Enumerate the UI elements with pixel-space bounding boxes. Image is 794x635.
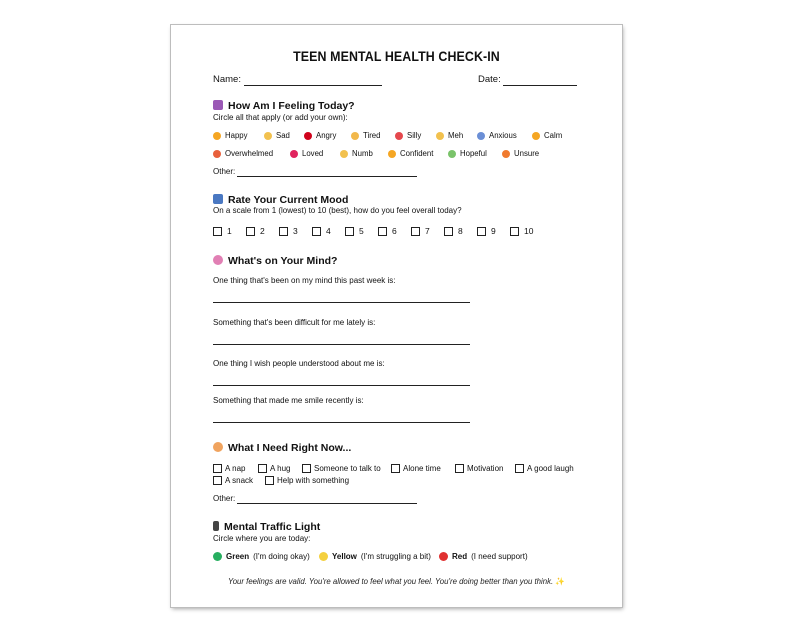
mood-option-label: 2 xyxy=(260,226,265,236)
mood-option-7[interactable] xyxy=(411,226,430,236)
mood-option-label: 3 xyxy=(293,226,298,236)
needs-heading xyxy=(213,442,351,454)
emotion-angry[interactable] xyxy=(304,131,336,140)
need-hug[interactable] xyxy=(258,464,290,473)
checkbox[interactable] xyxy=(444,227,453,236)
mind-heading xyxy=(213,255,337,267)
emotion-overwhelmed[interactable] xyxy=(213,149,273,158)
feeling-other-line[interactable] xyxy=(237,176,417,177)
date-label: Date: xyxy=(478,74,501,85)
checkbox[interactable] xyxy=(378,227,387,236)
checkbox[interactable] xyxy=(455,464,464,473)
needs-other-label: Other: xyxy=(213,494,236,503)
emotion-label: Sad xyxy=(276,131,290,140)
mind-prompt-1: One thing that's been on my mind this past week is: xyxy=(213,276,396,285)
red-light-icon xyxy=(439,552,448,561)
traffic-light-icon xyxy=(213,521,219,531)
silly-icon xyxy=(395,132,403,140)
emotion-meh[interactable] xyxy=(436,131,463,140)
mood-option-1[interactable] xyxy=(213,226,232,236)
traffic-heading xyxy=(213,521,320,533)
anxious-icon xyxy=(477,132,485,140)
rainbow-icon xyxy=(448,150,456,158)
mood-option-5[interactable] xyxy=(345,226,364,236)
emotion-calm[interactable] xyxy=(532,131,562,140)
mood-option-3[interactable] xyxy=(279,226,298,236)
mind-answer-line-2[interactable] xyxy=(213,344,470,345)
need-label: Someone to talk to xyxy=(314,464,381,473)
need-label: Motivation xyxy=(467,464,504,473)
feeling-heading-text: How Am I Feeling Today? xyxy=(228,100,355,112)
checkbox[interactable] xyxy=(515,464,524,473)
footer-message xyxy=(171,577,622,586)
heart-icon xyxy=(290,150,298,158)
bar-chart-icon xyxy=(213,194,223,204)
traffic-heading-text: Mental Traffic Light xyxy=(224,521,321,533)
checkbox[interactable] xyxy=(265,476,274,485)
sparkles-icon: ✨ xyxy=(555,577,566,586)
calm-icon xyxy=(532,132,540,140)
mind-prompt-2: Something that's been difficult for me lately is: xyxy=(213,318,376,327)
checkbox[interactable] xyxy=(302,464,311,473)
emotion-anxious[interactable] xyxy=(477,131,517,140)
emotion-label: Unsure xyxy=(514,149,540,158)
need-label: A good laugh xyxy=(527,464,574,473)
mind-answer-line-4[interactable] xyxy=(213,422,470,423)
mood-option-label: 1 xyxy=(227,226,232,236)
mood-option-label: 8 xyxy=(458,226,463,236)
emotion-tired[interactable] xyxy=(351,131,380,140)
emotion-label: Tired xyxy=(363,131,381,140)
emotion-loved[interactable] xyxy=(290,149,323,158)
mood-option-label: 10 xyxy=(524,226,534,236)
need-snack[interactable] xyxy=(213,476,253,485)
mind-prompt-4: Something that made me smile recently is: xyxy=(213,396,364,405)
need-label: A hug xyxy=(270,464,291,473)
footer-text: Your feelings are valid. You're allowed to feel what you feel. You're doing better than you think. xyxy=(227,577,554,586)
explosion-icon xyxy=(213,150,221,158)
checkbox[interactable] xyxy=(391,464,400,473)
need-label: Alone time xyxy=(403,464,441,473)
mood-option-10[interactable] xyxy=(510,226,533,236)
checkbox[interactable] xyxy=(213,464,222,473)
green-light-icon xyxy=(213,552,222,561)
emotion-sad[interactable] xyxy=(264,131,290,140)
mood-option-label: 9 xyxy=(491,226,496,236)
masks-icon xyxy=(213,100,223,110)
worksheet-page xyxy=(171,25,622,607)
need-someone-to-talk[interactable] xyxy=(302,464,381,473)
emotion-label: Numb xyxy=(352,149,373,158)
emotion-label: Meh xyxy=(448,131,464,140)
need-good-laugh[interactable] xyxy=(515,464,574,473)
emotion-confident[interactable] xyxy=(388,149,433,158)
emotion-silly[interactable] xyxy=(395,131,421,140)
need-label: A snack xyxy=(225,476,254,485)
checkbox[interactable] xyxy=(258,464,267,473)
emotion-unsure[interactable] xyxy=(502,149,539,158)
checkbox[interactable] xyxy=(411,227,420,236)
feeling-heading xyxy=(213,100,355,112)
brain-icon xyxy=(213,255,223,265)
yellow-light-icon xyxy=(319,552,328,561)
name-line[interactable] xyxy=(244,85,382,86)
mood-option-label: 6 xyxy=(392,226,397,236)
mind-answer-line-3[interactable] xyxy=(213,385,470,386)
traffic-red[interactable] xyxy=(439,552,528,561)
mood-option-label: 5 xyxy=(359,226,364,236)
mood-option-label: 7 xyxy=(425,226,430,236)
traffic-label: Green xyxy=(226,552,250,561)
mood-option-8[interactable] xyxy=(444,226,463,236)
mind-answer-line-1[interactable] xyxy=(213,302,470,303)
need-motivation[interactable] xyxy=(455,464,503,473)
traffic-note: (I need support) xyxy=(471,552,528,561)
name-label: Name: xyxy=(213,74,241,85)
need-label: Help with something xyxy=(277,476,350,485)
emotion-label: Calm xyxy=(544,131,563,140)
checkbox[interactable] xyxy=(279,227,288,236)
checkbox[interactable] xyxy=(312,227,321,236)
checkbox[interactable] xyxy=(213,476,222,485)
unsure-icon xyxy=(502,150,510,158)
traffic-note: (I'm struggling a bit) xyxy=(360,552,431,561)
feeling-other-label: Other: xyxy=(213,167,236,176)
mood-option-9[interactable] xyxy=(477,226,496,236)
mood-option-label: 4 xyxy=(326,226,331,236)
checkbox[interactable] xyxy=(477,227,486,236)
mind-heading-text: What's on Your Mind? xyxy=(228,255,338,267)
page-title: TEEN MENTAL HEALTH CHECK-IN xyxy=(293,49,500,64)
emotion-label: Angry xyxy=(316,131,337,140)
numb-icon xyxy=(340,150,348,158)
need-alone-time[interactable] xyxy=(391,464,441,473)
mind-prompt-3: One thing I wish people understood about me is: xyxy=(213,359,385,368)
date-line[interactable] xyxy=(503,85,577,86)
person-icon xyxy=(213,442,223,452)
tired-icon xyxy=(351,132,359,140)
angry-icon xyxy=(304,132,312,140)
mood-option-6[interactable] xyxy=(378,226,397,236)
need-nap[interactable] xyxy=(213,464,245,473)
checkbox[interactable] xyxy=(345,227,354,236)
needs-heading-text: What I Need Right Now... xyxy=(228,442,352,454)
emotion-label: Overwhelmed xyxy=(225,149,274,158)
traffic-label: Red xyxy=(452,552,468,561)
sad-icon xyxy=(264,132,272,140)
needs-other-line[interactable] xyxy=(237,503,417,504)
mood-heading xyxy=(213,194,348,206)
checkbox[interactable] xyxy=(246,227,255,236)
checkbox[interactable] xyxy=(213,227,222,236)
traffic-label: Yellow xyxy=(332,552,357,561)
checkbox[interactable] xyxy=(510,227,519,236)
happy-icon xyxy=(213,132,221,140)
feeling-sub: Circle all that apply (or add your own): xyxy=(213,113,348,122)
mood-heading-text: Rate Your Current Mood xyxy=(228,194,349,206)
mood-sub: On a scale from 1 (lowest) to 10 (best), how do you feel overall today? xyxy=(213,206,462,215)
emotion-label: Confident xyxy=(400,149,434,158)
mood-option-2[interactable] xyxy=(246,226,265,236)
traffic-sub: Circle where you are today: xyxy=(213,534,311,543)
traffic-note: (I'm doing okay) xyxy=(253,552,310,561)
emotion-label: Hopeful xyxy=(460,149,487,158)
traffic-yellow[interactable] xyxy=(319,552,431,561)
mood-option-4[interactable] xyxy=(312,226,331,236)
meh-icon xyxy=(436,132,444,140)
need-label: A nap xyxy=(225,464,246,473)
emotion-label: Anxious xyxy=(489,131,517,140)
sunglasses-icon xyxy=(388,150,396,158)
emotion-hopeful[interactable] xyxy=(448,149,487,158)
emotion-label: Loved xyxy=(302,149,324,158)
emotion-happy[interactable] xyxy=(213,131,248,140)
emotion-numb[interactable] xyxy=(340,149,373,158)
emotion-label: Happy xyxy=(225,131,248,140)
emotion-label: Silly xyxy=(407,131,422,140)
traffic-green[interactable] xyxy=(213,552,310,561)
need-help[interactable] xyxy=(265,476,349,485)
